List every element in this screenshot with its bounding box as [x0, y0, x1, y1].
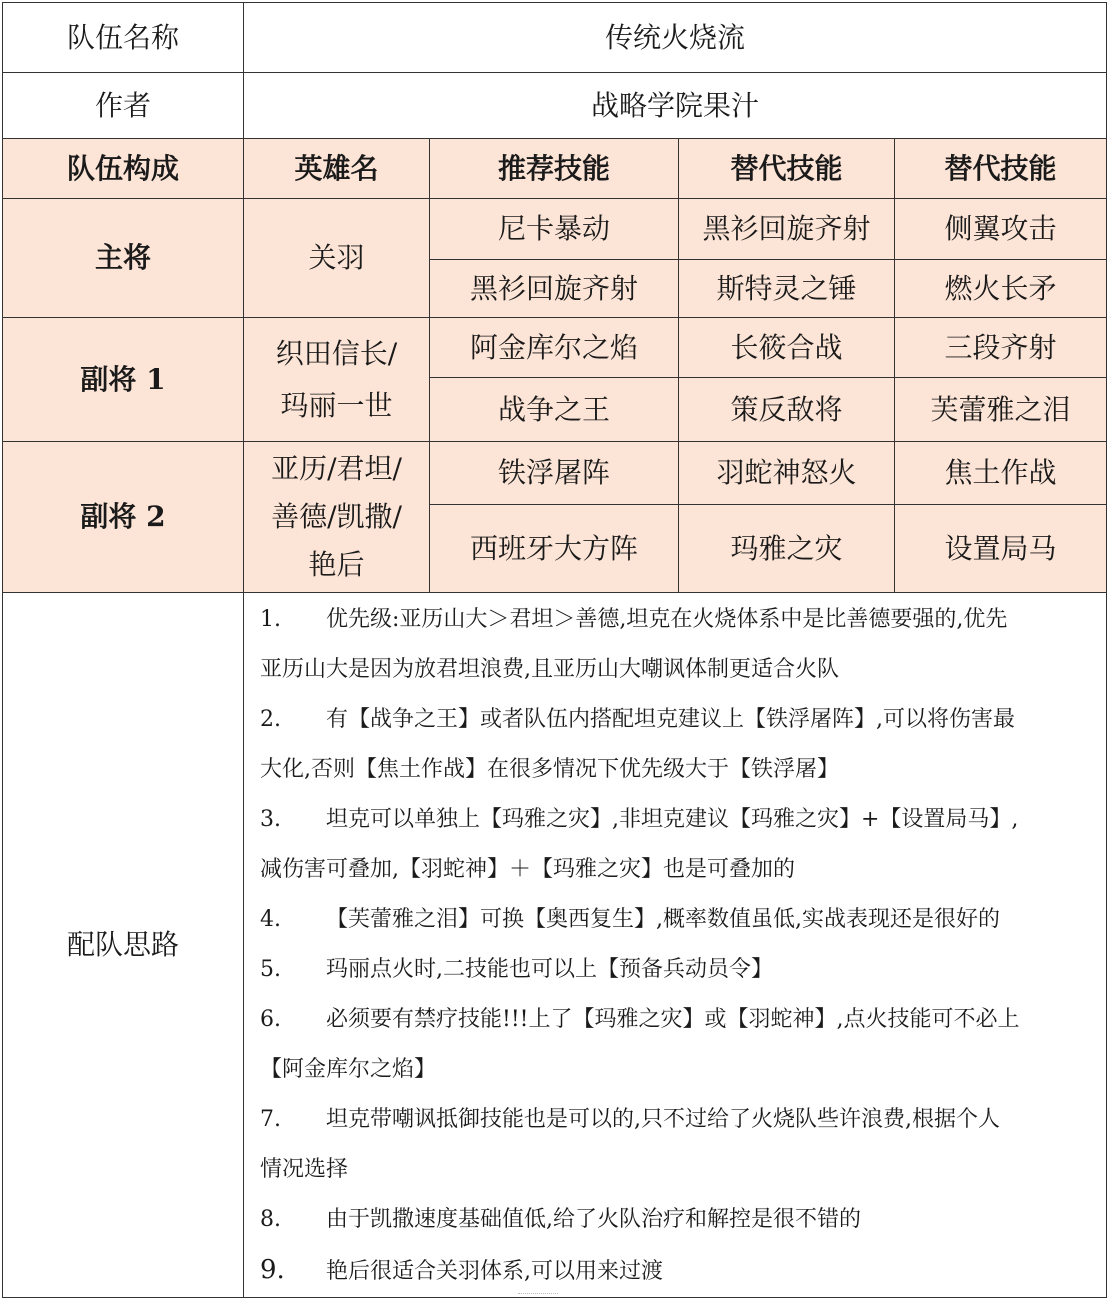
hero-name: 关羽 [308, 241, 365, 275]
author-label: 作者 [3, 73, 244, 139]
header-hero-name: 英雄名 [244, 139, 430, 199]
hero-name-line: 亚历/君坦/ [271, 452, 402, 485]
note-number: 9. [260, 1255, 285, 1285]
note-line [260, 1045, 1086, 1095]
recommended-skill: 阿金库尔之焰 [430, 318, 679, 378]
note-text: 优先级:亚历山大＞君坦＞善德,坦克在火烧体系中是比善德要强的,优先 [326, 607, 1008, 632]
note-number: 7. [260, 1107, 281, 1132]
note-line [260, 645, 1086, 695]
note-text: 情况选择 [260, 1157, 349, 1182]
note-number: 8. [260, 1207, 281, 1232]
team-name-row [3, 3, 1107, 73]
author-value: 战略学院果汁 [244, 73, 1107, 139]
role-vice-general-1: 副将 1 [3, 318, 244, 442]
note-line [260, 795, 1086, 845]
note-line [260, 895, 1086, 945]
note-text: 【阿金库尔之焰】 [260, 1057, 437, 1082]
note-number: 4. [260, 907, 281, 932]
header-alternative-skill: 替代技能 [679, 139, 895, 199]
team-name-value: 传统火烧流 [244, 3, 1107, 73]
role-main-general: 主将 [3, 199, 244, 318]
note-number: 6. [260, 1007, 281, 1032]
note-text: 减伤害可叠加,【羽蛇神】＋【玛雅之灾】也是可叠加的 [260, 857, 795, 882]
strategy-row [3, 593, 1107, 1298]
alternative-skill: 斯特灵之锤 [679, 260, 895, 318]
note-text: 由于凯撒速度基础值低,给了火队治疗和解控是很不错的 [326, 1207, 861, 1232]
role-vice-general-2: 副将 2 [3, 442, 244, 593]
hero-cell [244, 318, 430, 442]
alternative-skill: 芙蕾雅之泪 [895, 378, 1107, 442]
strategy-notes [244, 593, 1107, 1298]
header-recommended-skill: 推荐技能 [430, 139, 679, 199]
page-edge-mark [518, 1293, 558, 1294]
note-line [260, 1095, 1086, 1145]
note-line [260, 1195, 1086, 1245]
note-text: 大化,否则【焦土作战】在很多情况下优先级大于【铁浮屠】 [260, 757, 839, 782]
note-line [260, 595, 1086, 645]
alternative-skill: 焦土作战 [895, 442, 1107, 505]
recommended-skill: 西班牙大方阵 [430, 505, 679, 593]
note-text: 有【战争之王】或者队伍内搭配坦克建议上【铁浮屠阵】,可以将伤害最 [326, 707, 1015, 732]
note-text: 亚历山大是因为放君坦浪费,且亚历山大嘲讽体制更适合火队 [260, 657, 839, 682]
note-text: 艳后很适合关羽体系,可以用来过渡 [326, 1259, 663, 1284]
alternative-skill: 黑衫回旋齐射 [679, 199, 895, 260]
alternative-skill: 燃火长矛 [895, 260, 1107, 318]
note-text: 玛丽点火时,二技能也可以上【预备兵动员令】 [326, 957, 773, 982]
team-lineup-table [2, 2, 1107, 1298]
note-line [260, 745, 1086, 795]
author-row [3, 73, 1107, 139]
alternative-skill: 侧翼攻击 [895, 199, 1107, 260]
hero-name-line: 艳后 [308, 548, 365, 581]
note-line [260, 845, 1086, 895]
strategy-label: 配队思路 [3, 593, 244, 1298]
table-row [3, 442, 1107, 505]
note-text: 坦克带嘲讽抵御技能也是可以的,只不过给了火烧队些许浪费,根据个人 [326, 1107, 1000, 1132]
alternative-skill: 策反敌将 [679, 378, 895, 442]
note-text: 坦克可以单独上【玛雅之灾】,非坦克建议【玛雅之灾】+【设置局马】, [326, 807, 1019, 832]
recommended-skill: 黑衫回旋齐射 [430, 260, 679, 318]
note-number: 3. [260, 807, 281, 832]
note-text: 【芙蕾雅之泪】可换【奥西复生】,概率数值虽低,实战表现还是很好的 [326, 907, 1000, 932]
hero-name-line: 织田信长/ [275, 336, 398, 370]
team-name-label: 队伍名称 [3, 3, 244, 73]
recommended-skill: 战争之王 [430, 378, 679, 442]
note-number: 5. [260, 957, 281, 982]
recommended-skill: 尼卡暴动 [430, 199, 679, 260]
note-line [260, 695, 1086, 745]
alternative-skill: 羽蛇神怒火 [679, 442, 895, 505]
hero-name-line: 善德/凯撒/ [271, 500, 402, 533]
table-row [3, 318, 1107, 378]
note-number: 2. [260, 707, 281, 732]
alternative-skill: 设置局马 [895, 505, 1107, 593]
alternative-skill: 长筱合战 [679, 318, 895, 378]
hero-cell [244, 442, 430, 593]
note-line [260, 995, 1086, 1045]
alternative-skill: 玛雅之灾 [679, 505, 895, 593]
note-line [260, 1245, 1086, 1297]
note-line [260, 945, 1086, 995]
recommended-skill: 铁浮屠阵 [430, 442, 679, 505]
alternative-skill: 三段齐射 [895, 318, 1107, 378]
table-row [3, 199, 1107, 260]
hero-name-line: 玛丽一世 [280, 388, 393, 422]
header-team-composition: 队伍构成 [3, 139, 244, 199]
header-alternative-skill-2: 替代技能 [895, 139, 1107, 199]
note-line [260, 1145, 1086, 1195]
note-text: 必须要有禁疗技能!!!上了【玛雅之灾】或【羽蛇神】,点火技能可不必上 [326, 1007, 1020, 1032]
hero-cell [244, 199, 430, 318]
note-number: 1. [260, 607, 281, 632]
header-row [3, 139, 1107, 199]
